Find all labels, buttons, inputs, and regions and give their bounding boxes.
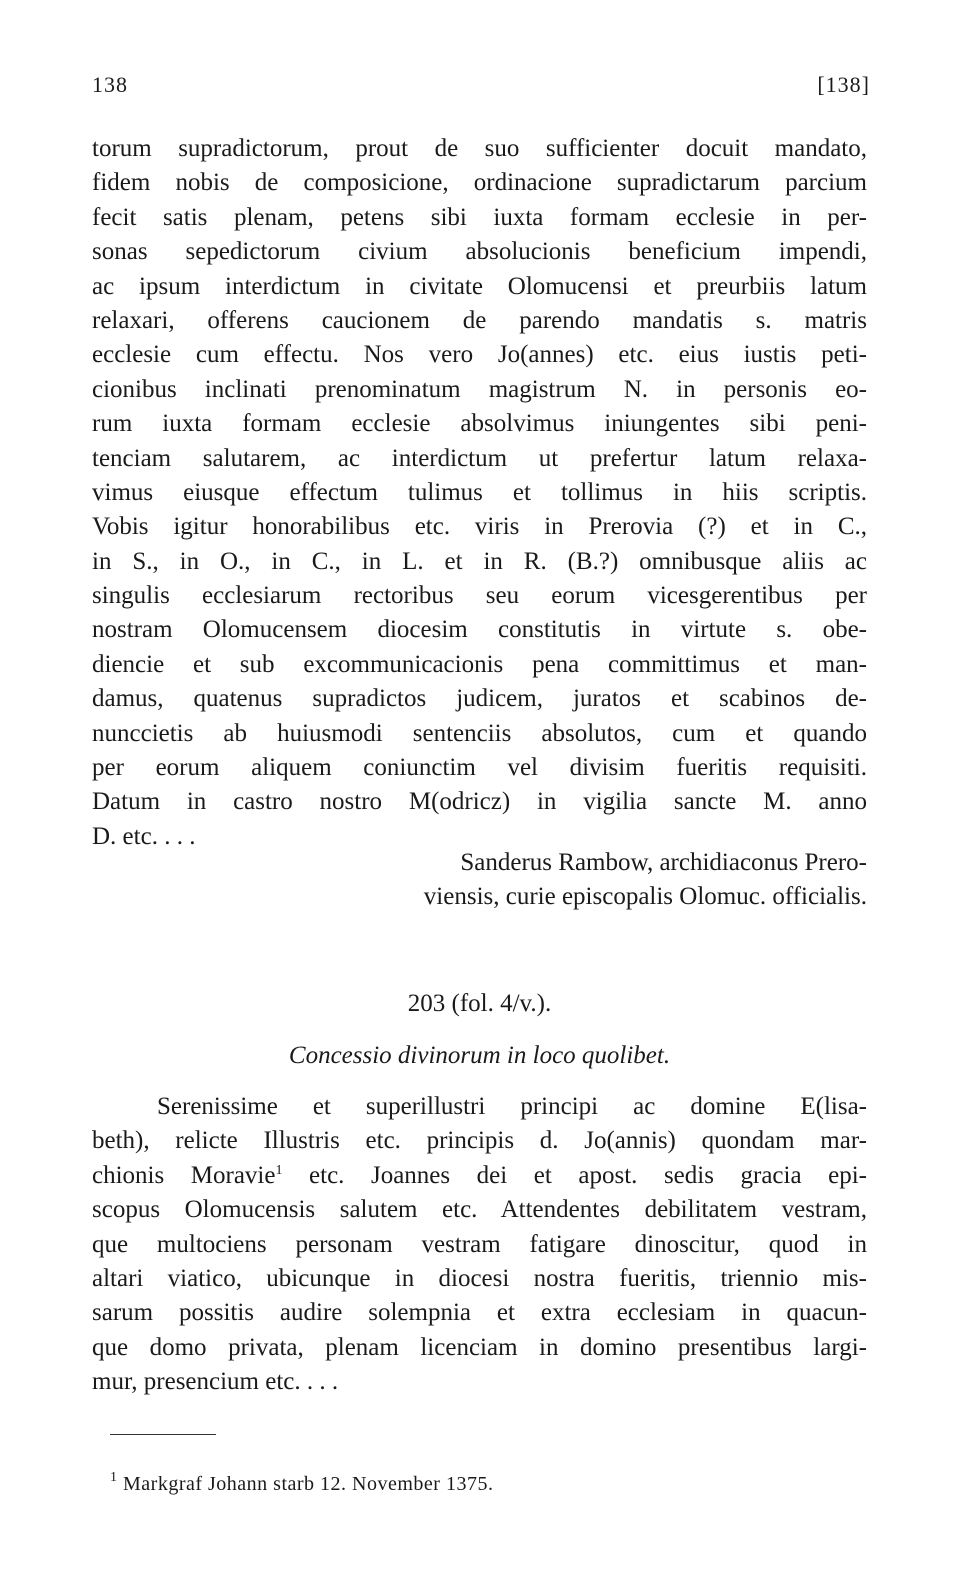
text-line: que domo privata, plenam licenciam in domino presentibus largi-	[92, 1333, 867, 1361]
footnote-reference: 1	[275, 1162, 283, 1178]
text-line: beth), relicte Illustris etc. principis d. Jo(annis) quondam mar-	[92, 1127, 867, 1155]
text-line: torum supradictorum, prout de suo sufficienter docuit mandato,	[92, 135, 867, 162]
text-line: D. etc. . . .	[92, 822, 196, 850]
text-line: rum iuxta formam ecclesie absolvimus iniungentes sibi peni-	[92, 410, 867, 438]
text-line: relaxari, offerens caucionem de parendo mandatis s. matris	[92, 306, 867, 334]
text-line: Vobis igitur honorabilibus etc. viris in Prerovia (?) et in C.,	[92, 513, 867, 541]
footnote	[110, 1470, 493, 1498]
text-line: damus, quatenus supradictos judicem, juratos et scabinos de-	[92, 685, 867, 713]
text-line: singulis ecclesiarum rectoribus seu eorum vicesgerentibus per	[92, 582, 867, 610]
text-line: vimus eiusque effectum tulimus et tollimus in hiis scriptis.	[92, 478, 867, 506]
text-line: in S., in O., in C., in L. et in R. (B.?) omnibusque aliis ac	[92, 547, 867, 575]
text-line: sonas sepedictorum civium absolucionis beneficium impendi,	[92, 238, 867, 266]
text-line: per eorum aliquem coniunctim vel divisim fueritis requisiti.	[92, 754, 867, 782]
text-line: ac ipsum interdictum in civitate Olomucensi et preurbiis latum	[92, 272, 867, 300]
text-line: scopus Olomucensis salutem etc. Attendentes debilitatem vestram,	[92, 1196, 867, 1224]
text-line	[92, 1159, 867, 1193]
entry-number: 203 (fol. 4/v.).	[407, 990, 552, 1017]
text-line: sarum possitis audire solempnia et extra ecclesiam in quacun-	[92, 1299, 867, 1327]
entry-title: Concessio divinorum in loco quolibet.	[288, 1042, 671, 1069]
paragraph-continued-document	[92, 132, 867, 854]
text-line: diencie et sub excommunicacionis pena committimus et man-	[92, 650, 867, 678]
text-line: altari viatico, ubicunque in diocesi nostra fueritis, triennio mis-	[92, 1264, 867, 1292]
text-line: fidem nobis de composicione, ordinacione supradictarum parcium	[92, 169, 867, 197]
text-line: fecit satis plenam, petens sibi iuxta formam ecclesie in per-	[92, 203, 867, 231]
text-line: nostram Olomucensem diocesim constitutis in virtute s. obe-	[92, 616, 867, 644]
page-header	[92, 72, 870, 104]
text-line: Serenissime et superillustri principi ac domine E(lisa-	[157, 1093, 867, 1120]
bracketed-page-number: [138]	[817, 72, 870, 97]
footnote-marker: 1	[110, 1470, 118, 1485]
text-line: que multociens personam vestram fatigare dinoscitur, quod in	[92, 1230, 867, 1258]
text-line: Datum in castro nostro M(odricz) in vigilia sancte M. anno	[92, 788, 867, 816]
text-line: cionibus inclinati prenominatum magistrum N. in personis eo-	[92, 375, 867, 403]
text-line: mur, presencium etc. . . .	[92, 1368, 339, 1396]
footnote-divider	[110, 1434, 216, 1435]
text-line: tenciam salutarem, ac interdictum ut prefertur latum relaxa-	[92, 444, 867, 472]
text-fragment: etc. Joannes dei et apost. sedis gracia epi-	[282, 1161, 867, 1189]
text-line: nunccietis ab huiusmodi sentenciis absolutos, cum et quando	[92, 719, 867, 747]
signature-line: Sanderus Rambow, archidiaconus Prero-	[460, 849, 867, 876]
page-number: 138	[92, 72, 128, 97]
signature-line: viensis, curie episcopalis Olomuc. officialis.	[423, 883, 867, 911]
text-line: ecclesie cum effectu. Nos vero Jo(annes) etc. eius iustis peti-	[92, 341, 867, 369]
signature-block	[92, 846, 867, 915]
footnote-text: Markgraf Johann starb 12. November 1375.	[117, 1473, 494, 1495]
text-fragment: chionis Moravie	[92, 1161, 276, 1189]
paragraph-entry-203	[92, 1090, 867, 1400]
